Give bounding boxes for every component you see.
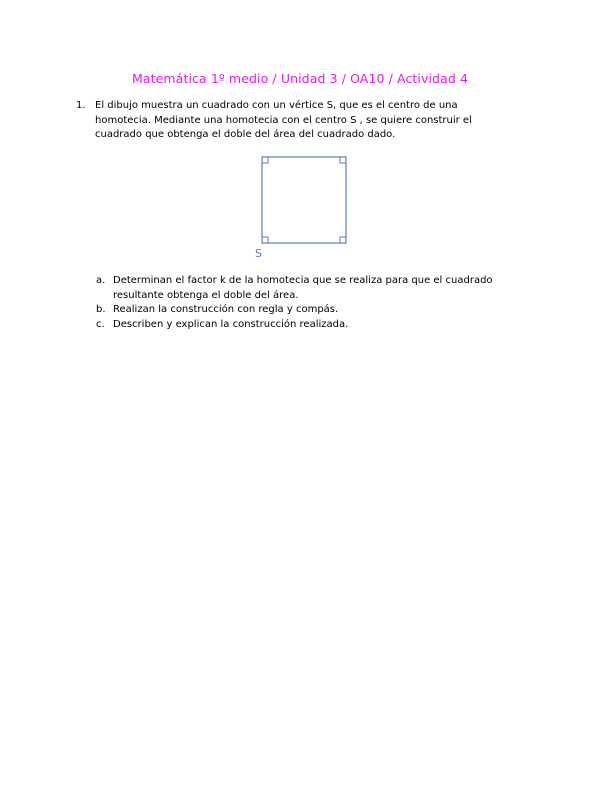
right-angle-mark-bottom-left <box>262 237 268 243</box>
square-diagram <box>250 150 360 265</box>
square <box>262 157 346 243</box>
right-angle-mark-top-right <box>340 157 346 163</box>
list-item-letter: c. <box>96 318 105 330</box>
question-text: El dibujo muestra un cuadrado con un vértice S, que es el centro de una homotecia. Mediante una homotecia con el centro S , se quiere construir el cuadrado que obtenga el doble del área del cuadrado dado. <box>95 100 472 140</box>
square-figure <box>250 150 360 265</box>
list-item-letter: b. <box>96 304 106 315</box>
list-item-text: Determinan el factor k de la homotecia que se realiza para que el cuadrado resultante obtenga el doble del área. <box>113 275 493 301</box>
list-item-text: Describen y explican la construcción realizada. <box>113 318 349 330</box>
page-title: Matemática 1º medio / Unidad 3 / OA10 / Actividad 4 <box>131 71 469 86</box>
list-item <box>96 318 516 333</box>
subitems-list <box>96 274 516 332</box>
question-number: 1. <box>76 100 86 111</box>
list-item-letter: a. <box>96 275 106 286</box>
list-item <box>96 274 516 303</box>
list-item <box>96 303 516 318</box>
right-angle-mark-top-left <box>262 157 268 163</box>
vertex-label-s: S <box>255 247 262 260</box>
right-angle-mark-bottom-right <box>340 237 346 243</box>
list-item-text: Realizan la construcción con regla y compás. <box>113 304 339 315</box>
